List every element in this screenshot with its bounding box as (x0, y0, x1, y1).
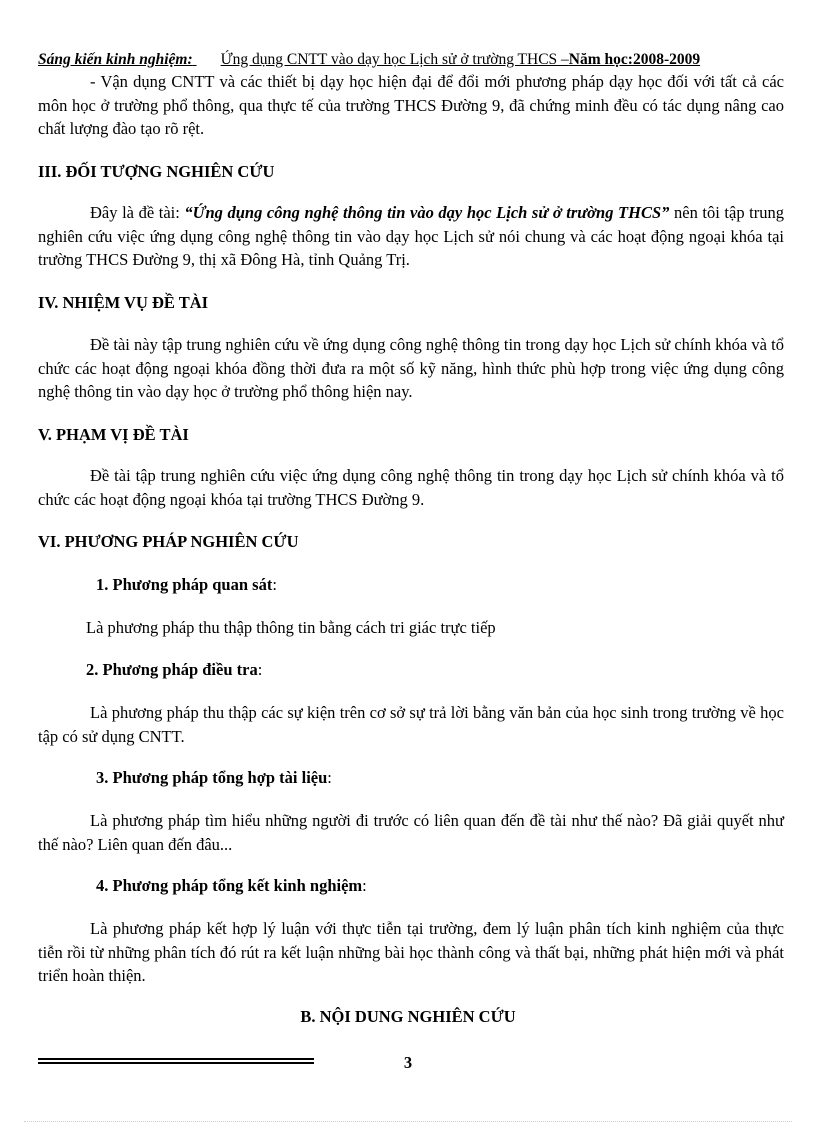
page-bottom-border (24, 1121, 792, 1122)
method-4-text: Là phương pháp kết hợp lý luận với thực tiễn tại trường, đem lý luận phân tích kinh nghiệm của thực tiễn rồi từ những phân tích đó rút ra kết luận những bài học thành công và thất bại, những phát hiện mới và phát triển hoàn thiện. (38, 919, 784, 985)
section-iii-text-before: Đây là đề tài: (90, 203, 185, 222)
section-iv-paragraph: Đề tài này tập trung nghiên cứu về ứng dụng công nghệ thông tin trong dạy học Lịch sử chính khóa và tổ chức các hoạt động ngoại khóa đồng thời đưa ra một số kỹ năng, hình thức phù hợp trong việc ứng dụng công nghệ thông tin vào dạy học ở trường phổ thông hiện nay. (38, 335, 784, 401)
method-3-title: 3. Phương pháp tổng hợp tài liệu: (96, 768, 332, 787)
header-year: Năm học:2008-2009 (568, 51, 701, 68)
part-b-heading: B. NỘI DUNG NGHIÊN CỨU (300, 1007, 516, 1026)
section-heading-v: V. PHẠM VỊ ĐỀ TÀI (38, 425, 189, 444)
section-heading-iii: III. ĐỐI TƯỢNG NGHIÊN CỨU (38, 162, 275, 181)
header-title: Ứng dụng CNTT vào dạy học Lịch sử ở trường THCS – (220, 51, 569, 68)
thesis-title: “Ứng dụng công nghệ thông tin vào dạy học Lịch sử ở trường THCS” (184, 203, 670, 222)
footer-double-rule (38, 1058, 314, 1064)
section-v-paragraph: Đề tài tập trung nghiên cứu việc ứng dụng công nghệ thông tin trong dạy học Lịch sử chính khóa và tổ chức các hoạt động ngoại khóa tại trường THCS Đường 9. (38, 466, 784, 509)
method-2-title: 2. Phương pháp điều tra: (86, 660, 263, 679)
page-number: 3 (403, 1053, 413, 1072)
header-label: Sáng kiến kinh nghiệm: (38, 51, 193, 68)
section-heading-vi: VI. PHƯƠNG PHÁP NGHIÊN CỨU (38, 532, 299, 551)
intro-paragraph: - Vận dụng CNTT và các thiết bị dạy học hiện đại để đổi mới phương pháp dạy học đối với tất cả các môn học ở trường phổ thông, qua thực tế của trường THCS Đường 9, đã chứng minh đều có tác dụng nâng cao chất lượng đào tạo rõ rệt. (38, 72, 784, 138)
method-1-title: 1. Phương pháp quan sát: (96, 575, 277, 594)
header-gap (193, 51, 221, 69)
section-heading-iv: IV. NHIỆM VỤ ĐỀ TÀI (38, 293, 209, 312)
section-iii-paragraph (38, 201, 784, 272)
page-header (38, 51, 778, 69)
method-1-text: Là phương pháp thu thập thông tin bằng cách tri giác trực tiếp (86, 618, 496, 637)
method-2-text: Là phương pháp thu thập các sự kiện trên cơ sở sự trả lời bằng văn bản của học sinh trong trường về học tập có sử dụng CNTT. (38, 703, 784, 746)
section-iii-text-after: nên tôi tập trung nghiên cứu việc ứng dụng công nghệ thông tin vào dạy học Lịch sử nói chung và các hoạt động ngoại khóa tại trường THCS Đường 9, thị xã Đông Hà, tỉnh Quảng Trị. (38, 203, 785, 269)
method-4-title: 4. Phương pháp tổng kết kinh nghiệm: (96, 876, 367, 895)
method-3-text: Là phương pháp tìm hiểu những người đi trước có liên quan đến đề tài như thế nào? Đã giải quyết như thế nào? Liên quan đến đâu... (38, 811, 784, 854)
